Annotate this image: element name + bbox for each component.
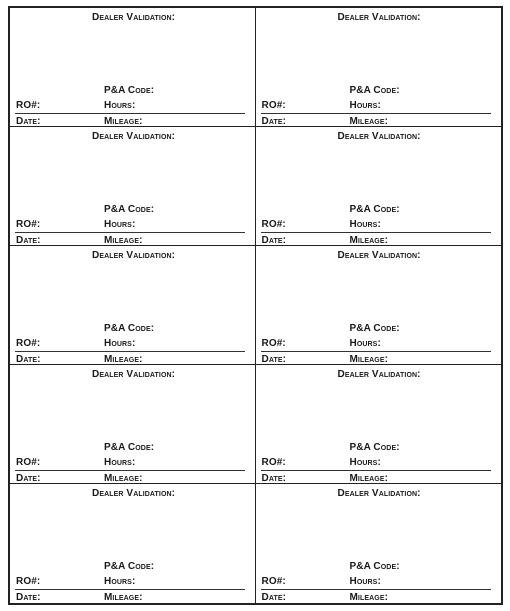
divider-line	[15, 113, 245, 114]
validation-card-8	[256, 365, 502, 484]
hours-label: Hours:	[349, 219, 381, 230]
pa-code-label: P&A Code:	[349, 85, 400, 96]
ro-number-label: RO#:	[261, 219, 286, 230]
validation-card-9	[10, 484, 256, 603]
pa-code-label: P&A Code:	[104, 85, 155, 96]
validation-card-6	[256, 246, 502, 365]
dealer-validation-label: Dealer Validation:	[92, 131, 176, 142]
ro-number-label: RO#:	[261, 576, 286, 587]
validation-card-4	[256, 127, 502, 246]
pa-code-label: P&A Code:	[349, 442, 400, 453]
pa-code-label: P&A Code:	[349, 323, 400, 334]
mileage-label: Mileage:	[104, 473, 143, 484]
divider-line	[261, 470, 492, 471]
mileage-label: Mileage:	[349, 592, 389, 603]
dealer-validation-label: Dealer Validation:	[337, 12, 421, 23]
dealer-validation-label: Dealer Validation:	[337, 131, 421, 142]
divider-line	[15, 232, 245, 233]
mileage-label: Mileage:	[349, 473, 389, 484]
validation-card-10	[256, 484, 502, 603]
dealer-validation-label: Dealer Validation:	[92, 12, 176, 23]
hours-label: Hours:	[349, 457, 381, 468]
hours-label: Hours:	[104, 338, 136, 349]
date-label: Date:	[261, 592, 287, 603]
date-label: Date:	[16, 592, 41, 603]
ro-number-label: RO#:	[16, 100, 41, 111]
ro-number-label: RO#:	[16, 338, 41, 349]
dealer-validation-label: Dealer Validation:	[92, 250, 176, 261]
date-label: Date:	[261, 116, 287, 127]
validation-card-5	[10, 246, 256, 365]
ro-number-label: RO#:	[261, 338, 286, 349]
divider-line	[261, 351, 492, 352]
dealer-validation-label: Dealer Validation:	[92, 488, 176, 499]
date-label: Date:	[261, 235, 287, 246]
divider-line	[15, 470, 245, 471]
mileage-label: Mileage:	[104, 354, 143, 365]
date-label: Date:	[16, 235, 41, 246]
validation-card-3	[10, 127, 256, 246]
hours-label: Hours:	[104, 219, 136, 230]
hours-label: Hours:	[104, 576, 136, 587]
date-label: Date:	[16, 116, 41, 127]
pa-code-label: P&A Code:	[104, 323, 155, 334]
validation-form-grid	[8, 6, 503, 605]
dealer-validation-label: Dealer Validation:	[337, 250, 421, 261]
mileage-label: Mileage:	[349, 354, 389, 365]
dealer-validation-label: Dealer Validation:	[337, 488, 421, 499]
validation-card-7	[10, 365, 256, 484]
divider-line	[15, 589, 245, 590]
date-label: Date:	[261, 473, 287, 484]
divider-line	[261, 113, 492, 114]
pa-code-label: P&A Code:	[349, 204, 400, 215]
divider-line	[261, 589, 492, 590]
mileage-label: Mileage:	[104, 592, 143, 603]
pa-code-label: P&A Code:	[349, 561, 400, 572]
mileage-label: Mileage:	[349, 235, 389, 246]
date-label: Date:	[16, 473, 41, 484]
validation-card-2	[256, 8, 502, 127]
hours-label: Hours:	[349, 338, 381, 349]
pa-code-label: P&A Code:	[104, 442, 155, 453]
date-label: Date:	[261, 354, 287, 365]
ro-number-label: RO#:	[16, 219, 41, 230]
hours-label: Hours:	[104, 100, 136, 111]
mileage-label: Mileage:	[104, 116, 143, 127]
ro-number-label: RO#:	[16, 576, 41, 587]
ro-number-label: RO#:	[16, 457, 41, 468]
divider-line	[15, 351, 245, 352]
hours-label: Hours:	[349, 100, 381, 111]
dealer-validation-label: Dealer Validation:	[92, 369, 176, 380]
hours-label: Hours:	[349, 576, 381, 587]
validation-card-1	[10, 8, 256, 127]
pa-code-label: P&A Code:	[104, 204, 155, 215]
hours-label: Hours:	[104, 457, 136, 468]
dealer-validation-label: Dealer Validation:	[337, 369, 421, 380]
date-label: Date:	[16, 354, 41, 365]
divider-line	[261, 232, 492, 233]
mileage-label: Mileage:	[104, 235, 143, 246]
mileage-label: Mileage:	[349, 116, 389, 127]
ro-number-label: RO#:	[261, 457, 286, 468]
ro-number-label: RO#:	[261, 100, 286, 111]
pa-code-label: P&A Code:	[104, 561, 155, 572]
